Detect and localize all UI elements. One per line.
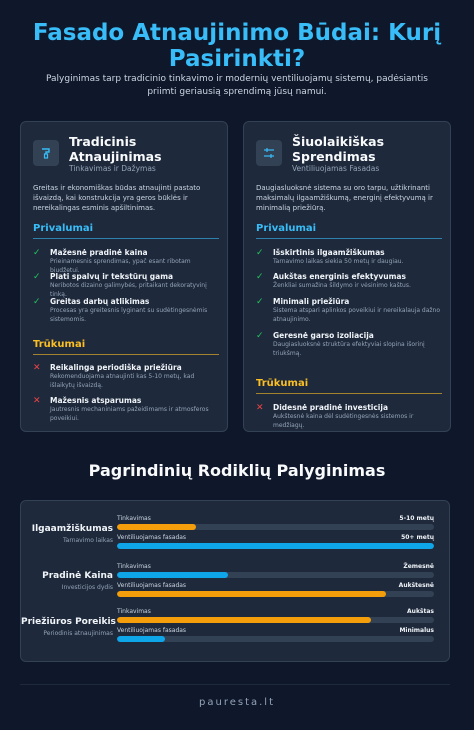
item-desc: Rekomenduojama atnaujinti kas 5-10 metų, kad išlaikytų išvaizdą. (50, 373, 195, 389)
bar-fill (117, 543, 434, 549)
item-title: Mažesnė pradinė kaina (50, 248, 148, 257)
bar-label: Ventiliuojamas fasadas (117, 627, 187, 634)
metric-name: Priežiūros Poreikis (21, 617, 116, 627)
bar-value: Aukštas (407, 608, 434, 615)
pros-heading: Privalumai (256, 223, 317, 234)
bar-label: Ventiliuojamas fasadas (117, 582, 187, 589)
card-description: Daugiasluoksnė sistema su oro tarpu, užtikrinanti maksimalų ilgaamžiškumą, energinį efektyvumą ir minimalią priežiūrą. (256, 184, 433, 212)
metrics-title: Pagrindinių Rodiklių Palyginimas (88, 461, 386, 480)
item-desc: Procesas yra greitesnis lyginant su sudėtingesnėmis sistemomis. (50, 307, 208, 323)
card-title: Tradicinis Atnaujinimas (69, 134, 162, 164)
check-icon: ✓ (33, 272, 41, 282)
cons-divider (33, 354, 219, 355)
bar-fill (117, 636, 165, 642)
item-title: Aukštas energinis efektyvumas (273, 272, 406, 281)
item-title: Didesnė pradinė investicija (273, 403, 389, 412)
bar-track (117, 591, 434, 597)
bar-value: 50+ metų (401, 534, 434, 541)
brush-icon (33, 140, 59, 166)
metrics-panel (20, 500, 450, 662)
metric-sub: Tarnavimo laikas (62, 537, 113, 544)
item-title: Plati spalvų ir tekstūrų gama (50, 272, 174, 281)
bar-fill (117, 591, 386, 597)
pros-heading: Privalumai (33, 223, 94, 234)
metric-name: Pradinė Kaina (42, 571, 113, 581)
bar-value: Minimalus (399, 627, 434, 634)
item-title: Geresnė garso izoliacija (273, 331, 374, 340)
bar-fill (117, 524, 196, 530)
item-desc: Aukštesnė kaina dėl sudėtingesnės sistemos ir medžiagų. (273, 413, 414, 429)
item-desc: Tarnavimo laikas siekia 50 metų ir daugiau. (273, 258, 404, 265)
check-icon: ✓ (256, 297, 264, 307)
item-desc: Sistema atspari aplinkos poveikiui ir nereikalauja dažno atnaujinimo. (273, 307, 441, 323)
metric-label (21, 524, 113, 544)
item-title: Greitas darbų atlikimas (50, 297, 150, 306)
pros-divider (33, 238, 219, 239)
item-desc: Ženkliai sumažina šildymo ir vėsinimo kaštus. (273, 282, 411, 289)
bar-label: Ventiliuojamas fasadas (117, 534, 187, 541)
item-desc: Neribotos dizaino galimybės, pritaikant dekoratyvinį tinką. (50, 282, 207, 298)
item-title: Minimali priežiūra (273, 297, 350, 306)
cross-icon: ✕ (33, 396, 41, 406)
bar-track (117, 617, 434, 623)
cross-icon: ✕ (33, 363, 41, 373)
check-icon: ✓ (256, 272, 264, 282)
card-subtitle: Ventiliuojamas Fasadas (292, 164, 380, 173)
card-subtitle: Tinkavimas ir Dažymas (69, 164, 156, 173)
cons-divider (256, 393, 442, 394)
item-desc: Daugiasluoksnė struktūra efektyviai slopina išorinį triukšmą. (273, 341, 425, 357)
metric-sub: Investicijos dydis (61, 584, 113, 591)
cons-heading: Trūkumai (33, 339, 86, 350)
bar-track (117, 572, 434, 578)
metric-sub: Periodinis atnaujinimas (43, 630, 113, 637)
card-title: Šiuolaikiškas Sprendimas (292, 134, 385, 164)
check-icon: ✓ (256, 331, 264, 341)
bar-value: Aukštesnė (398, 582, 434, 589)
sliders-icon (256, 140, 282, 166)
page-subtitle: Palyginimas tarp tradicinio tinkavimo ir modernių ventiliuojamų sistemų, padėsiantis priimti geriausią sprendimą jūsų namui. (46, 74, 428, 97)
metric-label (21, 571, 113, 591)
bar-track (117, 543, 434, 549)
bar-track (117, 636, 434, 642)
item-title: Mažesnis atsparumas (50, 396, 142, 405)
item-desc: Jautresnis mechaniniams pažeidimams ir atmosferos poveikiui. (50, 406, 209, 422)
footer-divider (20, 684, 450, 685)
cross-icon: ✕ (256, 403, 264, 413)
bar-label: Tinkavimas (117, 608, 151, 615)
card-ventilated (243, 121, 451, 432)
card-description: Greitas ir ekonomiškas būdas atnaujinti pastato išvaizdą, kai konstrukcija yra geros būklės ir nereikalingas esminis apšiltinimas. (33, 184, 201, 212)
check-icon: ✓ (33, 248, 41, 258)
bar-label: Tinkavimas (117, 563, 151, 570)
bar-label: Tinkavimas (117, 515, 151, 522)
item-desc: Prieinamesnis sprendimas, ypač esant ribotam biudžetui. (50, 258, 191, 274)
bar-value: Žemesnė (403, 563, 434, 570)
bar-track (117, 524, 434, 530)
bar-value: 5-10 metų (399, 515, 434, 522)
bar-fill (117, 617, 371, 623)
check-icon: ✓ (33, 297, 41, 307)
bar-fill (117, 572, 228, 578)
item-title: Reikalinga periodiška priežiūra (50, 363, 182, 372)
check-icon: ✓ (256, 248, 264, 258)
pros-divider (256, 238, 442, 239)
metric-label (21, 617, 116, 637)
item-title: Išskirtinis ilgaamžiškumas (273, 248, 385, 257)
metric-name: Ilgaamžiškumas (31, 524, 113, 534)
cons-heading: Trūkumai (256, 378, 309, 389)
footer-brand: pauresta.lt (199, 697, 275, 708)
page-title: Fasado Atnaujinimo Būdai: Kurį Pasirinkti? (32, 20, 442, 72)
card-traditional (20, 121, 228, 432)
